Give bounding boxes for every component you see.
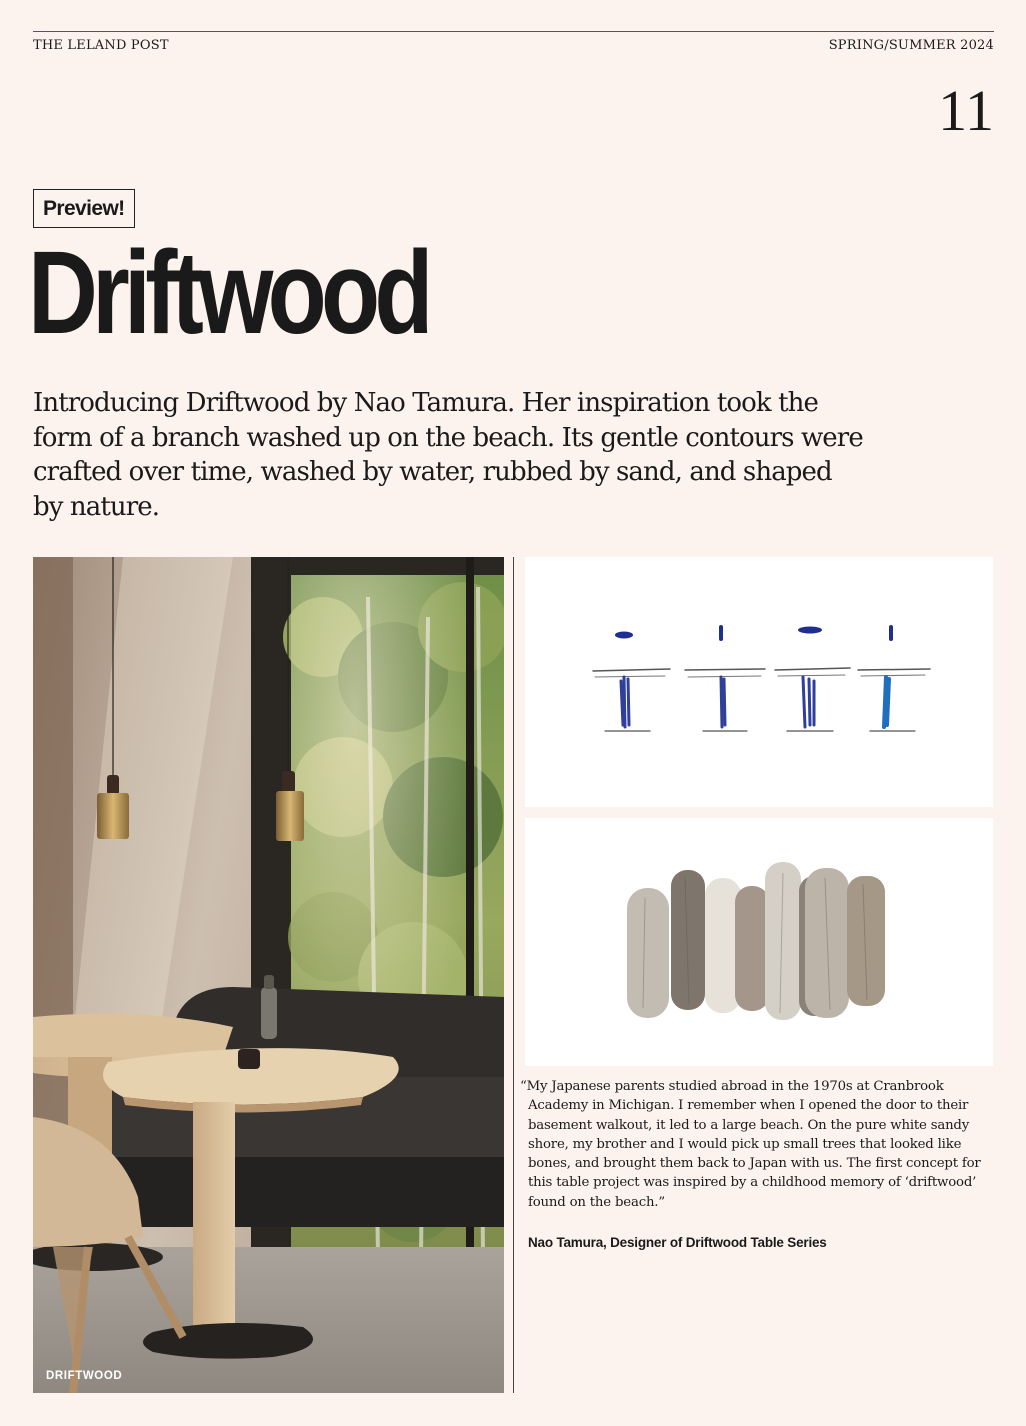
designer-quote: “My Japanese parents studied abroad in the 1970s at Cranbrook Academy in Michigan. I remember when I opened the door to their basement walkout, it led to a large beach. On the pure white sandy shore, my brother and I would pick up small trees that looked like bones, and brought them back to Japan with us. The first concept for this table project was inspired by a childhood memory of ‘driftwood’ found on the beach.” xyxy=(520,1079,981,1210)
quote-attribution: Nao Tamura, Designer of Driftwood Table Series xyxy=(528,1235,827,1250)
page-number: 11 xyxy=(938,78,994,143)
interior-photo xyxy=(33,557,504,1393)
headline: Driftwood xyxy=(28,227,428,359)
driftwood-pieces-image xyxy=(525,818,993,1066)
column-divider xyxy=(513,557,514,1393)
table-sketch-image xyxy=(525,557,993,807)
header-rule xyxy=(33,31,994,32)
issue-label: SPRING/SUMMER 2024 xyxy=(828,38,994,53)
photo-caption: DRIFTWOOD xyxy=(46,1370,123,1382)
publication-name: THE LELAND POST xyxy=(33,38,169,53)
preview-badge: Preview! xyxy=(33,189,135,228)
intro-paragraph: Introducing Driftwood by Nao Tamura. Her inspiration took the form of a branch washed up on the beach. Its gentle contours were crafted over time, washed by water, rubbed by sand, and shaped by nature. xyxy=(33,388,863,522)
